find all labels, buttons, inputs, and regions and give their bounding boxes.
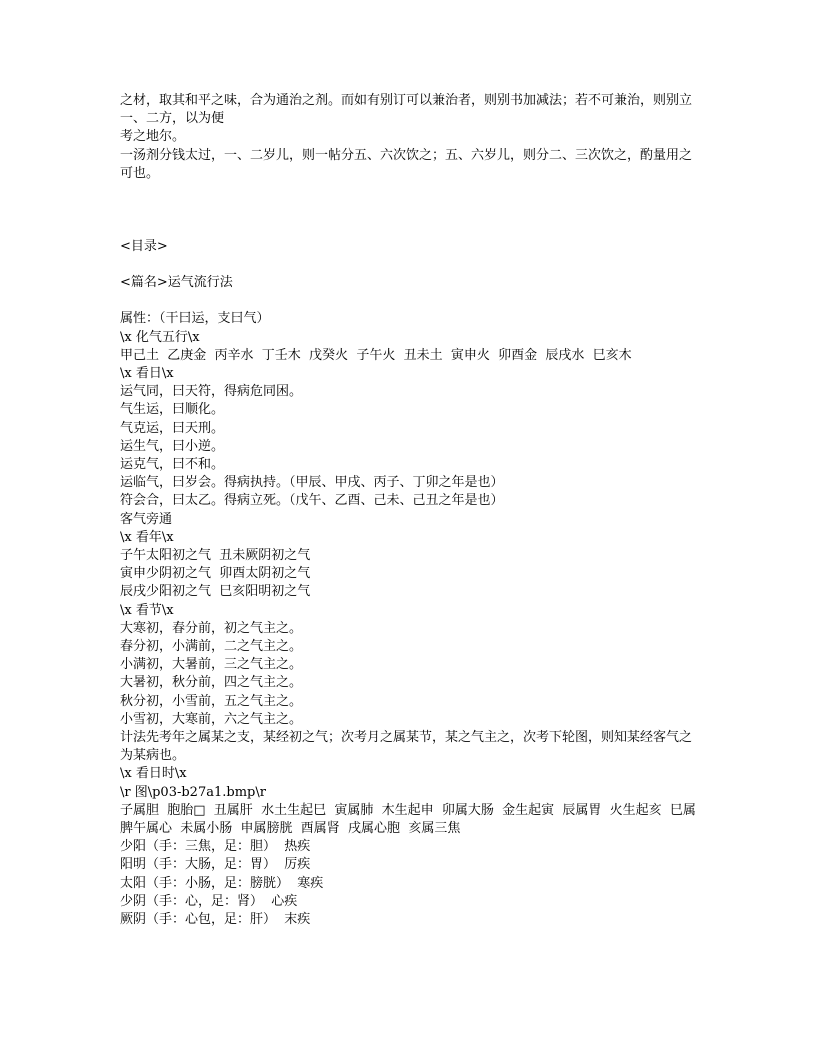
body-line: 寅申少阴初之气 卯酉太阴初之气 (120, 566, 311, 582)
section-title: <篇名>运气流行法 (120, 274, 233, 290)
body-line: 太阳（手：小肠，足：膀胱） 寒疾 (120, 875, 324, 891)
body-line: 甲己土 乙庚金 丙辛水 丁壬木 戊癸火 子午火 丑未土 寅申火 卯酉金 辰戌水 巳亥木 (120, 347, 632, 363)
body-line: 小雪初，大寒前，六之气主之。 (120, 711, 303, 727)
body-line: 运克气，曰不和。 (120, 456, 225, 472)
body-line: \x 看日\x (120, 365, 174, 381)
body-line: 阳明（手：大肠，足：胃） 厉疾 (120, 857, 311, 873)
spacer (120, 292, 700, 310)
toc-label: <目录> (120, 238, 168, 254)
body-line: 少阴（手：心，足：肾） 心疾 (120, 893, 298, 909)
body-line: 属性：（干曰运，支曰气） (120, 311, 270, 327)
intro-paragraph-2: 一汤剂分钱太过，一、二岁儿，则一帖分五、六次饮之；五、六岁儿，则分二、三次饮之，酌量用之可也。 (120, 147, 693, 181)
body-line: 春分初，小满前，二之气主之。 (120, 639, 303, 655)
body-line: 运气同，曰天符，得病危同困。 (120, 384, 303, 400)
body-line: 秋分初，小雪前，五之气主之。 (120, 693, 303, 709)
body-line: 子午太阳初之气 丑未厥阴初之气 (120, 548, 311, 563)
body-line: \x 化气五行\x (120, 329, 200, 345)
body-line: 子属胆 胞胎□ 丑属肝 水土生起巳 寅属肺 木生起申 卯属大肠 金生起寅 辰属胃 火生起亥 巳属 (120, 802, 696, 818)
body-line: \x 看节\x (120, 602, 174, 618)
body-line: \r 图\p03-b27a1.bmp\r (120, 784, 266, 800)
spacer (120, 201, 700, 219)
body-line: 客气旁通 (120, 511, 173, 527)
spacer (120, 219, 700, 237)
body-line: 计法先考年之属某之支，某经初之气；次考月之属某节，某之气主之，次考下轮图，则知某经客气之为某病也。 (120, 730, 693, 764)
body-line: \x 看年\x (120, 529, 174, 545)
body-line: 运临气，曰岁会。得病执持。（甲辰、甲戌、丙子、丁卯之年是也） (120, 475, 504, 491)
body-line: 辰戌少阳初之气 巳亥阳明初之气 (120, 584, 311, 600)
body-line: 气生运，曰顺化。 (120, 402, 225, 418)
body-line: 小满初，大暑前，三之气主之。 (120, 657, 303, 673)
body-line: 脾午属心 未属小肠 申属膀胱 酉属肾 戌属心胞 亥属三焦 (120, 821, 461, 837)
document-page (120, 92, 700, 929)
body-line: 厥阴（手：心包，足：肝） 末疾 (120, 912, 311, 928)
body-line: 大寒初，春分前，初之气主之。 (120, 620, 303, 636)
body-line: 符会合，曰太乙。得病立死。（戊午、乙酉、己未、己丑之年是也） (120, 493, 504, 509)
body-line: 少阳（手：三焦，足：胆） 热疾 (120, 839, 311, 855)
intro-paragraph-1: 之材，取其和平之味，合为通治之剂。而如有别订可以兼治者，则别书加减法；若不可兼治，则别立一、二方，以为便 (120, 93, 693, 127)
spacer (120, 256, 700, 274)
body-line: 大暑初，秋分前，四之气主之。 (120, 675, 303, 691)
body-line: 运生气，曰小逆。 (120, 438, 225, 454)
body-text (120, 310, 700, 929)
spacer (120, 183, 700, 201)
intro-paragraph-1-cont: 考之地尔。 (120, 129, 186, 145)
body-line: 气克运，曰天刑。 (120, 420, 225, 436)
body-line: \x 看日时\x (120, 766, 187, 782)
